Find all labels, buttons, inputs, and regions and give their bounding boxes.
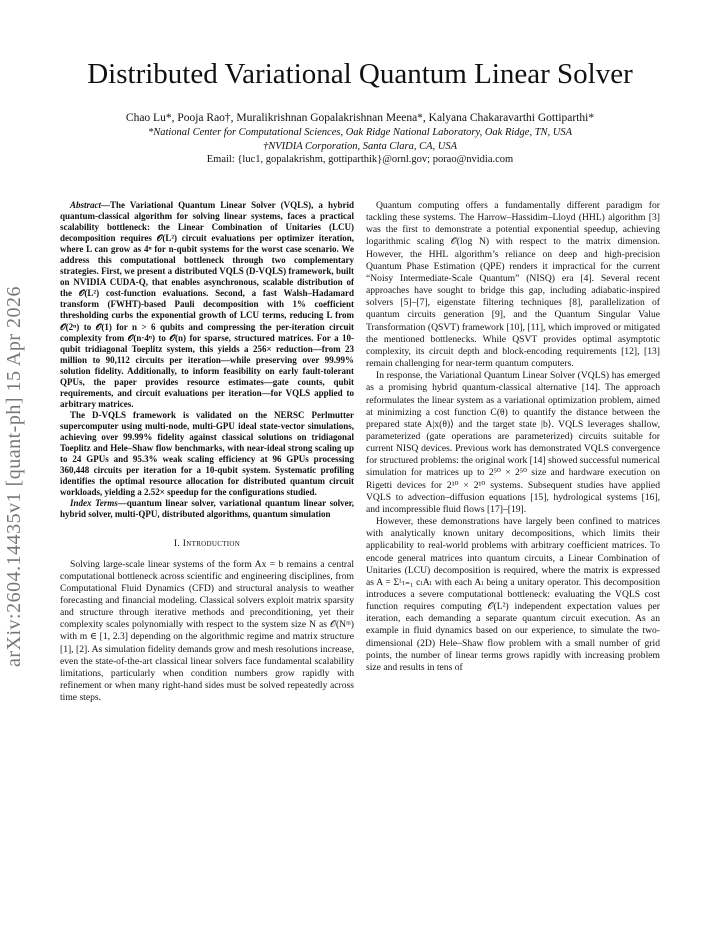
right-paragraph-3: However, these demonstrations have largely been confined to matrices with analytically known unitary decompositions, which limits their applicability to real-world problems with arbitrary coefficient matrices. To encode general matrices into quantum circuits, a Linear Combination of Unitaries (LCU) decomposition is required, where the matrix is expressed as A = Σᴸₗ₌₁ cₗAₗ with each Aₗ being a unitary operator. This decomposition introduces a severe computational bottleneck: evaluating the VQLS cost function requires computing 𝒪(L²) independent expectation values per iteration, each demanding a separate quantum circuit execution. As an example in fluid dynamics based on our experience, to simulate the two-dimensional (2D) Hele–Shaw flow problem with a small number of grid points, the number of linear terms grows rapidly with increasing problem size and results in tens of: [366, 516, 660, 673]
section-heading-introduction: I. Introduction: [173, 538, 241, 550]
index-terms-text: —quantum linear solver, variational quantum linear solver, hybrid solver, multi-QPU, distributed algorithms, quantum simulation: [60, 498, 354, 520]
right-paragraph-2: In response, the Variational Quantum Linear Solver (VQLS) has emerged as a promising hybrid quantum-classical alternative [14]. The approach reformulates the linear system as a variational optimization problem, aimed at minimizing a cost function C(θ) to quantify the distance between the prepared state A|x(θ)⟩ and the target state |b⟩. VQLS leverages shallow, parameterized (gate operations are parameterized) circuits suitable for current NISQ devices. Previous work has demonstrated VQLS convergence for structured problems: the original work [14] showed successful numerical simulation for matrices up to 2⁵⁰ × 2⁵⁰ size and hardware execution on Rigetti devices for 2¹⁰ × 2¹⁰ systems. Subsequent studies have applied VQLS to advection–diffusion equations [15], hydrological systems [16], and incompressible fluid flows [17]–[19].: [366, 370, 660, 515]
arxiv-sidebar-identifier: arXiv:2604.14435v1 [quant-ph] 15 Apr 2026: [3, 285, 25, 667]
author-block: [0, 110, 720, 167]
introduction-paragraph-1: Solving large-scale linear systems of the form Ax = b remains a central computational bottleneck across scientific and engineering disciplines, from Computational Fluid Dynamics (CFD) and structural analysis to weather forecasting and financial modeling. Classical solvers exploit matrix sparsity and structure through iterative methods and preconditioning, yet their complexity scales polynomially with respect to the system size N as 𝒪(Nᵐ) with m ∈ [1, 2.3] depending on the algorithmic regime and matrix structure [1], [2]. As simulation fidelity demands grow and mesh resolutions increase, even the state-of-the-art classical linear solvers face fundamental scalability limitations, particularly when condition numbers grow rapidly with refinement or when many right-hand sides must be solved repeatedly across time steps.: [60, 558, 354, 704]
affiliation-ornl: [0, 126, 720, 140]
paper-title: Distributed Variational Quantum Linear Solver: [87, 58, 633, 90]
email-line: Email: {luc1, gopalakrishm, gottiparthik}@ornl.gov; porao@nvidia.com: [206, 154, 514, 165]
author-list: Chao Lu*, Pooja Rao†, Muralikrishnan Gopalakrishnan Meena*, Kalyana Chakaravarthi Gottiparthi*: [125, 112, 595, 124]
index-terms: [60, 498, 354, 520]
abstract-paragraph-1: [60, 200, 354, 410]
index-terms-label: Index Terms: [70, 498, 118, 509]
right-column: [366, 200, 660, 674]
abstract-text-1: The Variational Quantum Linear Solver (VQLS), a hybrid quantum-classical algorithm for solving linear systems, faces a practical scalability bottleneck: the Linear Combination of Unitaries (LCU) decomposition requires 𝒪(L²) circuit evaluations per optimizer iteration, where L can grow as 4ⁿ for n-qubit systems for the worst case scenario. We address this computational bottleneck through two complementary strategies. First, we present a distributed VQLS (D-VQLS) framework, built on NVIDIA CUDA-Q, that enables asynchronous, scalable distribution of the 𝒪(L²) cost-function evaluations. Second, a fast Walsh–Hadamard transform (FWHT)-based Pauli decomposition with 1% coefficient thresholding curbs the exponential growth of LCU terms, reducing L from 𝒪(2ⁿ) to 𝒪(1) for n > 6 qubits and compressing the per-iteration circuit complexity from 𝒪(n·4ⁿ) to 𝒪(n) for sparse, structured matrices. For a 10-qubit tridiagonal Toeplitz system, this yields a 256× reduction—from 23 million to 90,112 circuits per iteration—while preserving over 99.99% solution fidelity. Additionally, to inform feasibility on early fault-tolerant QPUs, the paper provides resource estimates—gate counts, qubit requirements, and circuit evaluations per iteration—for VQLS applied to arbitrary matrices.: [60, 200, 354, 409]
right-paragraph-1: Quantum computing offers a fundamentally different paradigm for tackling these systems. The Harrow–Hassidim–Lloyd (HHL) algorithm [3] was the first to demonstrate a potential exponential speedup, achieving logarithmic scaling 𝒪(log N) with respect to the matrix dimension. However, the HHL algorithm’s reliance on deep and high-precision Quantum Phase Estimation (QPE) renders it impractical for the current “Noisy Intermediate-Scale Quantum” (NISQ) era [4]. Several recent approaches have sought to bridge this gap, including adiabatic-inspired solvers [5]–[7], eigenstate filtering techniques [8], parallelization of quantum circuits generation [9], and the Quantum Singular Value Transformation (QSVT) framework [10], [11], which improved or mitigated the mentioned bottlenecks. While QSVT provides optimal asymptotic complexity, its circuit depth and block-encoding requirements [12], [13] remain challenging for near-term quantum computers.: [366, 200, 660, 370]
abstract-paragraph-2: The D-VQLS framework is validated on the NERSC Perlmutter supercomputer using multi-node, multi-GPU ideal state-vector simulations, achieving over 99.99% fidelity against classical solutions on tridiagonal Toeplitz and Hele–Shaw flow benchmarks, with near-ideal strong scaling up to 24 GPUs and 95.3% weak scaling efficiency at 96 GPUs processing 360,448 circuits per iteration for a 10-qubit system. Systematic profiling identifies the optimal resource allocation for distributed quantum circuit workloads, yielding a 2.52× speedup for the configurations studied.: [60, 409, 354, 498]
affiliation-nvidia-text: †NVIDIA Corporation, Santa Clara, CA, USA: [262, 140, 458, 152]
left-column: [60, 200, 354, 704]
affiliation-ornl-text: *National Center for Computational Sciences, Oak Ridge National Laboratory, Oak Ridge, TN, USA: [147, 127, 573, 138]
introduction-body: [60, 559, 354, 705]
affiliation-nvidia: [0, 140, 720, 154]
abstract: [60, 200, 354, 520]
abstract-label: Abstract—: [70, 200, 111, 210]
